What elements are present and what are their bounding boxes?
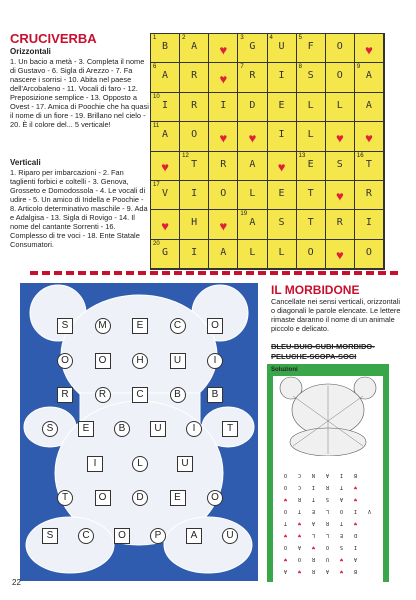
mini-bear-shape — [273, 376, 383, 456]
solution-letter: I — [354, 508, 358, 514]
cell-number: 4 — [269, 35, 273, 41]
cell-number: 1 — [153, 35, 157, 41]
solution-letter: I — [340, 472, 344, 478]
crossword-cell — [268, 63, 297, 92]
solution-letter: ♥ — [298, 568, 302, 574]
crossword-cell — [297, 63, 326, 92]
solution-letter: I — [354, 544, 358, 550]
solution-letter: T — [340, 484, 344, 490]
solution-letter: L — [312, 532, 316, 538]
cell-number: 12 — [182, 152, 189, 159]
morbidone-instructions: Cancellate nei sensi verticali, orizzontali o diagonali le parole elencate. Le lettere rimaste daranno il nome di un animale piccolo e delicato. — [271, 297, 401, 333]
crossword-cell — [238, 93, 267, 122]
crossword-cell — [209, 152, 238, 181]
solution-letter: A — [298, 544, 302, 550]
cell-letter: E — [278, 99, 285, 111]
solution-letter: A — [340, 496, 344, 502]
cell-letter: R — [220, 158, 227, 170]
heart-icon: ♥ — [161, 159, 169, 175]
solution-letter: L — [326, 532, 330, 538]
cell-number: 9 — [356, 64, 361, 71]
cell-letter: A — [365, 99, 372, 111]
bear-letter: A — [186, 528, 202, 544]
solution-letter: S — [340, 544, 344, 550]
cell-number: 16 — [356, 152, 364, 159]
solution-letter: R — [298, 496, 302, 502]
cell-number: 5 — [298, 35, 302, 41]
down-clues: 1. Riparo per imbarcazioni - 2. Fan taglienti forbici e coltelli - 3. Genova, Grosseto e Domodossola - 4. Le vocali di udire - 5. Un amico di Iridella e Poochie - 8. Articolo determinativo maschile - 9. Ada e Adalgisa - 13. Sigla di Rovigo - 14. Il nome del cantante Sorrenti - 16. Complesso di tre voci - 18. Ente Statale Consumatori. — [10, 168, 148, 249]
bear-letter: S — [42, 421, 58, 437]
solution-letter: O — [298, 556, 302, 562]
crossword-cell — [151, 240, 180, 269]
crossword-cell — [209, 34, 238, 63]
bear-letter: M — [95, 318, 111, 334]
cell-letter: R — [191, 99, 198, 111]
heart-icon: ♥ — [161, 218, 169, 234]
cell-letter: F — [307, 41, 314, 52]
solution-letter: ♥ — [298, 520, 302, 526]
cell-letter: L — [278, 246, 285, 258]
crossword-cell — [151, 181, 180, 210]
cell-number: 10 — [153, 93, 160, 100]
cell-letter: O — [336, 41, 343, 52]
crossword-cell — [151, 122, 180, 151]
heart-icon: ♥ — [219, 218, 228, 234]
solution-letter: R — [312, 568, 316, 574]
solution-letter: I — [312, 484, 316, 490]
cell-letter: O — [220, 187, 227, 199]
crossword-cell — [238, 34, 267, 63]
cell-letter: E — [278, 187, 285, 199]
solution-letter: A — [284, 568, 288, 574]
cell-letter: O — [191, 129, 198, 141]
cell-letter: L — [249, 246, 256, 258]
cell-letter: B — [162, 41, 169, 52]
solutions-box — [267, 364, 389, 582]
solution-letter: N — [312, 472, 316, 478]
bear-letter: O — [114, 528, 130, 544]
bear-letter: R — [57, 387, 73, 403]
bear-letter: P — [150, 528, 166, 544]
crossword-cell — [355, 240, 384, 269]
solutions-label: Soluzioni — [271, 367, 298, 373]
solution-letter: C — [298, 472, 302, 478]
crossword-cell — [180, 93, 209, 122]
solution-letter: ♥ — [354, 520, 358, 526]
crossword-cell — [209, 63, 238, 92]
bear-letter: C — [132, 387, 148, 403]
crossword-title: CRUCIVERBA — [10, 31, 97, 46]
crossword-cell — [151, 34, 180, 63]
solution-letter: R — [312, 556, 316, 562]
crossword-cell — [268, 122, 297, 151]
bear-letter: C — [170, 318, 186, 334]
solution-letter: O — [284, 472, 288, 478]
solution-letter: ♥ — [340, 556, 344, 562]
cell-letter: I — [220, 99, 227, 111]
cell-letter: R — [365, 187, 372, 199]
solution-letter: O — [340, 508, 344, 514]
solution-letter: V — [368, 508, 372, 514]
morbidone-word-list: BLEU-BUIO-CUBI-MORBIDO-PELUCHE-SCOPA-SOCI — [271, 342, 375, 361]
cell-number: 13 — [298, 152, 306, 159]
heart-icon: ♥ — [365, 42, 373, 58]
bear-letter: U — [150, 421, 166, 437]
bear-letter: I — [87, 456, 103, 472]
bear-letter: R — [95, 387, 111, 403]
cell-letter: A — [162, 129, 169, 141]
solution-letter: ♥ — [284, 556, 288, 562]
solution-letter: O — [284, 544, 288, 550]
crossword-cell — [297, 181, 326, 210]
section-divider — [30, 271, 400, 275]
down-heading: Verticali — [10, 158, 41, 167]
cell-letter: A — [191, 41, 198, 52]
crossword-cell — [355, 93, 384, 122]
bear-letter: B — [170, 387, 186, 403]
crossword-cell — [355, 210, 384, 239]
cell-number: 7 — [240, 64, 244, 71]
bear-letter: D — [132, 490, 148, 506]
bear-letter: E — [132, 318, 148, 334]
cell-number: 8 — [298, 64, 302, 71]
cell-letter: G — [162, 246, 169, 258]
cell-letter: U — [278, 41, 285, 52]
morbidone-title: IL MORBIDONE — [271, 283, 360, 297]
solution-letter: S — [326, 496, 330, 502]
crossword-cell — [180, 181, 209, 210]
crossword-cell — [326, 34, 355, 63]
solution-letter: E — [312, 508, 316, 514]
crossword-cell — [268, 152, 297, 181]
solution-letter: ♥ — [298, 532, 302, 538]
bear-letter: T — [222, 421, 238, 437]
crossword-cell — [180, 240, 209, 269]
cell-letter: D — [249, 99, 256, 111]
crossword-cell — [326, 152, 355, 181]
heart-icon: ♥ — [335, 130, 344, 146]
bear-letter: I — [207, 353, 223, 369]
cell-letter: A — [220, 246, 227, 258]
cell-letter: R — [336, 217, 343, 229]
crossword-cell — [297, 152, 326, 181]
cell-letter: R — [191, 70, 198, 82]
cell-letter: S — [307, 70, 314, 82]
solution-letter: L — [326, 508, 330, 514]
cell-letter: A — [162, 70, 169, 82]
cell-letter: T — [307, 187, 314, 199]
solution-letter: T — [340, 520, 344, 526]
cell-number: 6 — [153, 64, 157, 71]
crossword-cell — [326, 63, 355, 92]
cell-letter: I — [191, 246, 198, 258]
solution-letter: O — [326, 544, 330, 550]
cell-letter: I — [191, 187, 198, 199]
bear-letter: U — [222, 528, 238, 544]
solution-letter: T — [312, 496, 316, 502]
crossword-cell — [209, 122, 238, 151]
cell-letter: T — [191, 158, 198, 170]
crossword-cell — [209, 181, 238, 210]
crossword-cell — [355, 181, 384, 210]
solution-letter: ♥ — [354, 484, 358, 490]
crossword-cell — [238, 210, 267, 239]
heart-icon: ♥ — [219, 130, 228, 146]
page-number: 22 — [12, 578, 21, 587]
crossword-cell — [268, 210, 297, 239]
crossword-cell — [297, 240, 326, 269]
crossword-cell — [180, 34, 209, 63]
cell-number: 17 — [153, 181, 160, 188]
heart-icon: ♥ — [335, 247, 344, 263]
bear-letter: U — [170, 353, 186, 369]
crossword-cell — [268, 181, 297, 210]
bear-letter: S — [42, 528, 58, 544]
solution-letter: D — [354, 532, 358, 538]
solution-letter: ♥ — [312, 544, 316, 550]
cell-letter: G — [249, 41, 256, 52]
cell-letter: T — [365, 158, 372, 170]
cell-letter: E — [307, 158, 314, 170]
cell-letter: S — [278, 217, 285, 229]
crossword-cell — [209, 240, 238, 269]
bear-letter: U — [177, 456, 193, 472]
crossword-cell — [180, 210, 209, 239]
bear-letter: T — [57, 490, 73, 506]
crossword-cell — [297, 122, 326, 151]
heart-icon: ♥ — [248, 130, 257, 146]
cell-letter: R — [249, 70, 256, 82]
solution-letter: ♥ — [284, 496, 288, 502]
crossword-cell — [151, 210, 180, 239]
cell-letter: I — [365, 217, 372, 229]
crossword-cell — [326, 181, 355, 210]
crossword-cell — [180, 122, 209, 151]
crossword-grid — [150, 33, 385, 270]
crossword-cell — [268, 93, 297, 122]
crossword-cell — [355, 152, 384, 181]
cell-letter: V — [162, 187, 169, 199]
crossword-cell — [355, 34, 384, 63]
solution-letter: O — [284, 508, 288, 514]
cell-letter: I — [162, 99, 169, 111]
solution-letter: E — [340, 532, 344, 538]
solutions-grid — [273, 376, 383, 582]
crossword-cell — [180, 63, 209, 92]
crossword-cell — [297, 34, 326, 63]
solution-letter: C — [298, 484, 302, 490]
cell-letter: A — [249, 217, 256, 229]
bear-letter: O — [207, 318, 223, 334]
crossword-cell — [297, 210, 326, 239]
crossword-cell — [355, 63, 384, 92]
cell-letter: I — [278, 129, 285, 141]
crossword-cell — [268, 240, 297, 269]
cell-letter: L — [249, 187, 256, 199]
solution-letter: B — [354, 568, 358, 574]
cell-letter: A — [365, 70, 372, 82]
crossword-cell — [180, 152, 209, 181]
heart-icon: ♥ — [219, 42, 228, 58]
bear-letter: I — [186, 421, 202, 437]
bear-letter: O — [95, 490, 111, 506]
cell-number: 2 — [182, 35, 186, 41]
bear-letter: B — [114, 421, 130, 437]
solution-letter: A — [326, 568, 330, 574]
solution-letter: ♥ — [340, 568, 344, 574]
cell-letter: T — [307, 217, 314, 229]
solution-letter: ♥ — [354, 496, 358, 502]
heart-icon: ♥ — [335, 188, 344, 204]
crossword-cell — [326, 93, 355, 122]
crossword-cell — [238, 240, 267, 269]
bear-letter: O — [57, 353, 73, 369]
cell-number: 20 — [153, 240, 160, 247]
cell-letter: L — [336, 99, 343, 111]
crossword-cell — [209, 210, 238, 239]
solution-letter: ♥ — [284, 532, 288, 538]
heart-icon: ♥ — [277, 159, 286, 175]
heart-icon: ♥ — [365, 130, 373, 146]
solution-letter: T — [284, 520, 288, 526]
crossword-cell — [151, 63, 180, 92]
solution-letter: R — [326, 520, 330, 526]
bear-letter: C — [78, 528, 94, 544]
crossword-cell — [151, 152, 180, 181]
cell-letter: I — [278, 70, 285, 82]
solution-letter: A — [312, 520, 316, 526]
solution-letter: B — [354, 472, 358, 478]
crossword-cell — [238, 122, 267, 151]
solution-letter: O — [284, 484, 288, 490]
bear-letter: S — [57, 318, 73, 334]
cell-letter: L — [307, 129, 314, 141]
cell-number: 3 — [240, 35, 244, 41]
solution-letter: A — [326, 472, 330, 478]
crossword-cell — [238, 152, 267, 181]
crossword-cell — [326, 122, 355, 151]
cell-letter: O — [365, 246, 372, 258]
crossword-cell — [297, 93, 326, 122]
cell-letter: A — [249, 158, 256, 170]
bear-letter: O — [95, 353, 111, 369]
solution-letter: A — [354, 556, 358, 562]
crossword-cell — [209, 93, 238, 122]
solution-letter: R — [326, 484, 330, 490]
bear-letter: O — [207, 490, 223, 506]
across-heading: Orizzontali — [10, 47, 51, 56]
bear-letter: E — [78, 421, 94, 437]
bear-letter: L — [132, 456, 148, 472]
cell-number: 19 — [240, 211, 248, 218]
cell-letter: O — [336, 70, 343, 82]
cell-letter: S — [336, 158, 343, 170]
crossword-cell — [326, 210, 355, 239]
bear-letter: E — [170, 490, 186, 506]
bear-letter: H — [132, 353, 148, 369]
heart-icon: ♥ — [219, 71, 228, 87]
bear-puzzle-panel — [20, 283, 258, 581]
across-clues: 1. Un bacio a metà - 3. Completa il nome di Gustavo - 6. Sigla di Arezzo - 7. Fa nascere i sorrisi - 10. Abita nel paese dell'Arcobaleno - 11. Vocali di faro - 12. Preposizione semplice - 13. Opposto a Ovest - 17. Amica di Poochie che ha quasi il nome di un fiore - 19. Brillano nel cielo - 20. È il colore del... 5 verticale! — [10, 57, 149, 129]
bear-letter: B — [207, 387, 223, 403]
crossword-cell — [238, 63, 267, 92]
crossword-cell — [355, 122, 384, 151]
solution-letter: U — [326, 556, 330, 562]
cell-letter: L — [307, 99, 314, 111]
cell-letter: O — [307, 246, 314, 258]
crossword-cell — [326, 240, 355, 269]
cell-letter: H — [191, 217, 198, 229]
cell-number: 11 — [153, 123, 160, 130]
crossword-cell — [238, 181, 267, 210]
crossword-cell — [151, 93, 180, 122]
solution-letter: T — [298, 508, 302, 514]
crossword-cell — [268, 34, 297, 63]
